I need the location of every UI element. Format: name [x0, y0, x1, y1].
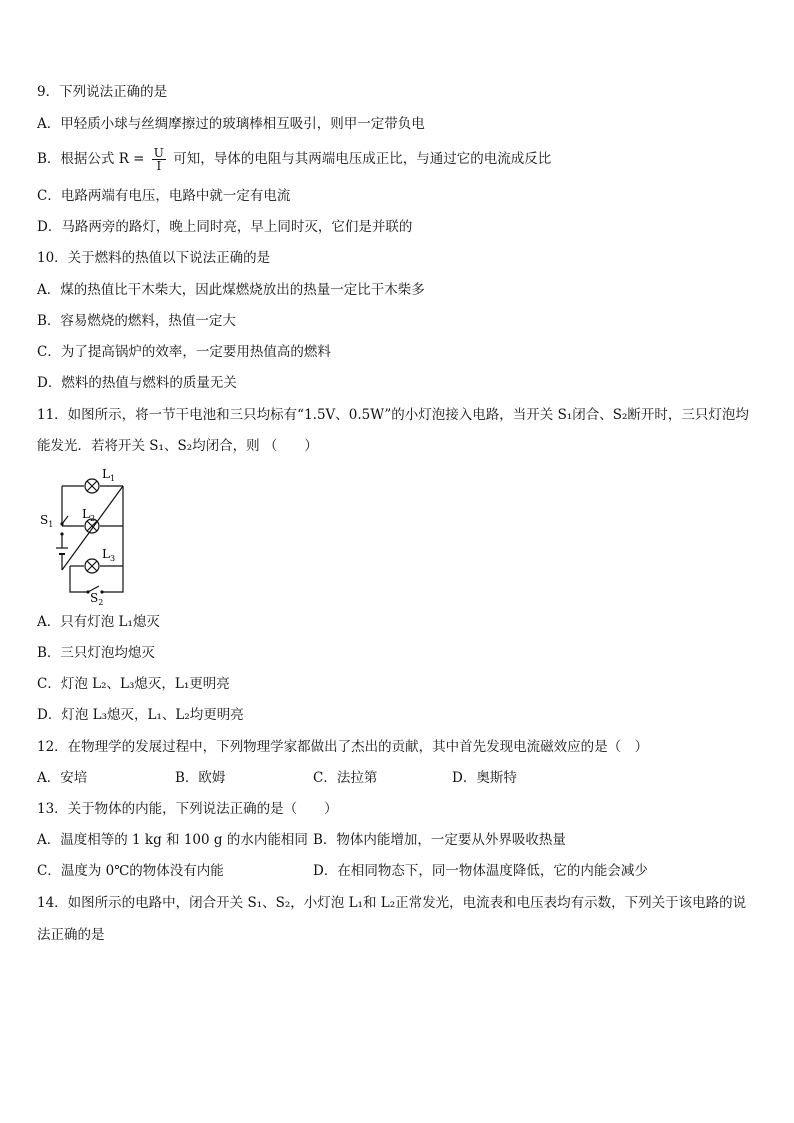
q9-stem: 9．下列说法正确的是 [37, 84, 168, 100]
label-l3: $L_3$ [102, 547, 116, 563]
q11-option-b: B．三只灯泡均熄灭 [37, 645, 155, 661]
q13-option-a: A．温度相等的 1 kg 和 100 g 的水内能相同 [37, 832, 308, 848]
q10-option-a: A．煤的热值比干木柴大，因此煤燃烧放出的热量一定比干木柴多 [37, 282, 425, 298]
q11-option-a: A．只有灯泡 L₁熄灭 [37, 614, 160, 630]
q9-option-b-prefix: B．根据公式 [37, 151, 115, 167]
q12-option-b: B．欧姆 [175, 770, 226, 786]
q13-option-b: B．物体内能增加，一定要从外界吸收热量 [313, 832, 566, 848]
q9-option-b-suffix: 可知，导体的电阻与其两端电压成正比，与通过它的电流成反比 [173, 151, 552, 167]
formula-lhs: R = [118, 151, 145, 167]
label-l2: $L_2$ [82, 507, 96, 523]
q10-stem: 10．关于燃料的热值以下说法正确的是 [37, 250, 271, 266]
q14-stem-line1: 14．如图所示的电路中，闭合开关 S₁、S₂，小灯泡 L₁和 L₂正常发光，电流表和电压表均有示数，下列关于该电路的说 [37, 895, 747, 911]
q11-stem-line1: 11．如图所示，将一节干电池和三只均标有“1.5V、0.5W”的小灯泡接入电路，当开关 S₁闭合、S₂断开时，三只灯泡均 [37, 407, 749, 423]
q12-option-d: D．奥斯特 [452, 770, 517, 786]
formula-denominator: I [156, 159, 162, 173]
q12-option-c: C．法拉第 [313, 770, 378, 786]
q13-option-c: C．温度为 0℃的物体没有内能 [37, 863, 224, 879]
q12-stem: 12．在物理学的发展过程中，下列物理学家都做出了杰出的贡献，其中首先发现电流磁效应的是（ ） [37, 739, 649, 755]
q9-option-d: D．马路两旁的路灯，晚上同时亮，早上同时灭，它们是并联的 [37, 219, 413, 235]
label-s2: $S_2$ [90, 591, 104, 607]
q9-option-c: C．电路两端有电压，电路中就一定有电流 [37, 188, 291, 204]
label-l1: $L_1$ [102, 467, 116, 483]
q9-option-a: A．甲轻质小球与丝绸摩擦过的玻璃棒相互吸引，则甲一定带负电 [37, 116, 425, 132]
q12-option-a: A．安培 [37, 770, 88, 786]
q11-circuit-diagram [36, 462, 136, 607]
formula-numerator: U [153, 146, 164, 160]
q10-option-b: B．容易燃烧的燃料，热值一定大 [37, 313, 236, 329]
label-s1: $S_1$ [40, 513, 54, 529]
q13-stem: 13．关于物体的内能，下列说法正确的是（ ） [37, 801, 338, 817]
q9-option-b [37, 147, 551, 172]
formula-fraction [152, 147, 166, 172]
q14-stem-line2: 法正确的是 [37, 927, 105, 943]
q10-option-c: C．为了提高锅炉的效率，一定要用热值高的燃料 [37, 344, 331, 360]
q13-option-d: D．在相同物态下，同一物体温度降低，它的内能会减少 [313, 863, 648, 879]
q11-option-d: D．灯泡 L₃熄灭，L₁、L₂均更明亮 [37, 707, 244, 723]
q10-option-d: D．燃料的热值与燃料的质量无关 [37, 375, 237, 391]
q11-option-c: C．灯泡 L₂、L₃熄灭，L₁更明亮 [37, 676, 230, 692]
q11-stem-line2: 能发光．若将开关 S₁、S₂均闭合，则 （ ） [37, 438, 318, 454]
